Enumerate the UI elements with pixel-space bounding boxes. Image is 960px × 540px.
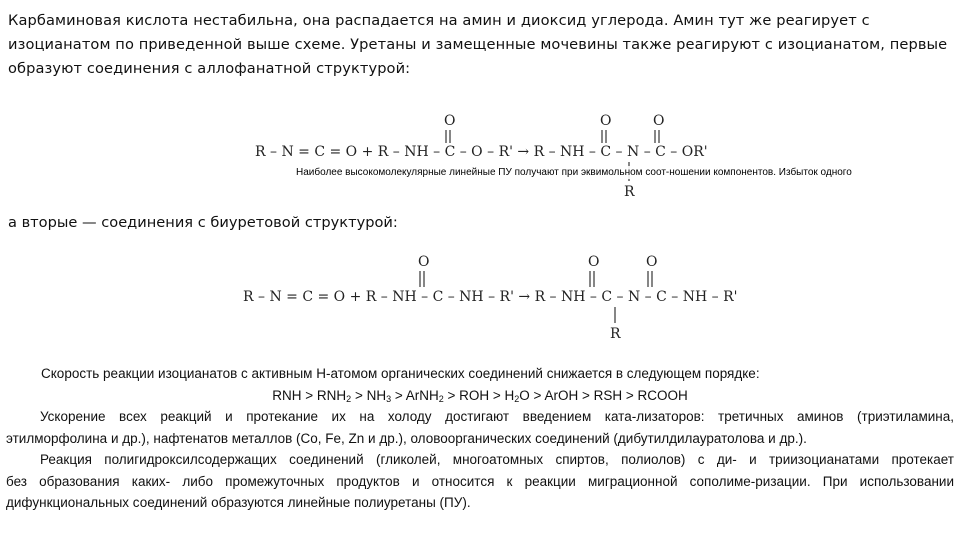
intro-paragraph: Карбаминовая кислота нестабильна, она распадается на амин и диоксид углерода. Амин тут же реагирует с изоцианатом по приведенной выше схеме. Уретаны и замещенные мочевины также реагируют с изоцианатом, первые образуют соединения с аллофанатной структурой:: [8, 12, 948, 77]
series-part-e: O > ArOH > RSH > RCOOH: [519, 387, 688, 403]
reactivity-section: [6, 363, 954, 514]
formula2-main: R – N = C = O + R – NH – C – NH – R' → R – NH – C – N – C – NH – R': [243, 289, 738, 305]
speed-sentence: Скорость реакции изоцианатов с активным Н-атомом органических соединений снижается в следующем порядке:: [41, 366, 760, 381]
acceleration-line-1: Ускорение всех реакций и протекание их на холоду достигают введением ката-лизаторов: третичных аминов (триэтиламина,: [40, 409, 954, 424]
series-part-b: > NH: [351, 387, 387, 403]
formula1-substituent: R: [624, 184, 635, 200]
allophanate-formula-svg: [255, 106, 725, 200]
formula2-substituent: R: [610, 326, 621, 342]
series-part-a: RNH > RNH: [272, 387, 347, 403]
biuret-formula-svg: [243, 253, 738, 343]
reactivity-series: [6, 385, 954, 407]
acceleration-line-2: этилморфолина и др.), нафтенатов металлов (Co, Fe, Zn и др.), оловоорганических соединений (дибутилдилауратолова и др.).: [6, 430, 807, 446]
series-sub-a: 2: [346, 393, 352, 404]
overlapping-note: Наиболее высокомолекулярные линейные ПУ получают при эквимольном соот-ношении компонентов. Избыток одного: [296, 166, 960, 179]
allophanate-reaction-formula: [255, 106, 725, 200]
series-part-d: > ROH > H: [443, 387, 515, 403]
series-sub-d: 2: [514, 393, 520, 404]
formula2-oxygen-2: O: [588, 254, 600, 270]
formula1-oxygen-3: O: [653, 113, 665, 129]
polyhydroxy-line-3: дифункциональных соединений образуются линейные полиуретаны (ПУ).: [6, 495, 471, 510]
biuret-reaction-formula: [243, 253, 738, 343]
formula1-main: R – N = C = O + R – NH – C – O – R' → R – NH – C – N – C – OR': [255, 144, 708, 160]
polyhydroxy-line-2: без образования каких- либо промежуточных продуктов и относится к реакции миграционной сополиме-ризации. При использовании: [6, 473, 954, 489]
biuret-intro: а вторые — соединения с биуретовой структурой:: [8, 214, 398, 231]
formula1-oxygen-1: O: [444, 113, 456, 129]
formula1-oxygen-2: O: [600, 113, 612, 129]
series-part-c: > ArNH: [391, 387, 439, 403]
series-sub-c: 2: [438, 393, 444, 404]
polyhydroxy-line-1: Реакция полигидроксилсодержащих соединений (гликолей, многоатомных спиртов, полиолов) с ди- и триизоцианатами протекает: [40, 452, 954, 467]
formula2-oxygen-1: O: [418, 254, 430, 270]
series-sub-b: 3: [386, 393, 392, 404]
formula2-oxygen-3: O: [646, 254, 658, 270]
